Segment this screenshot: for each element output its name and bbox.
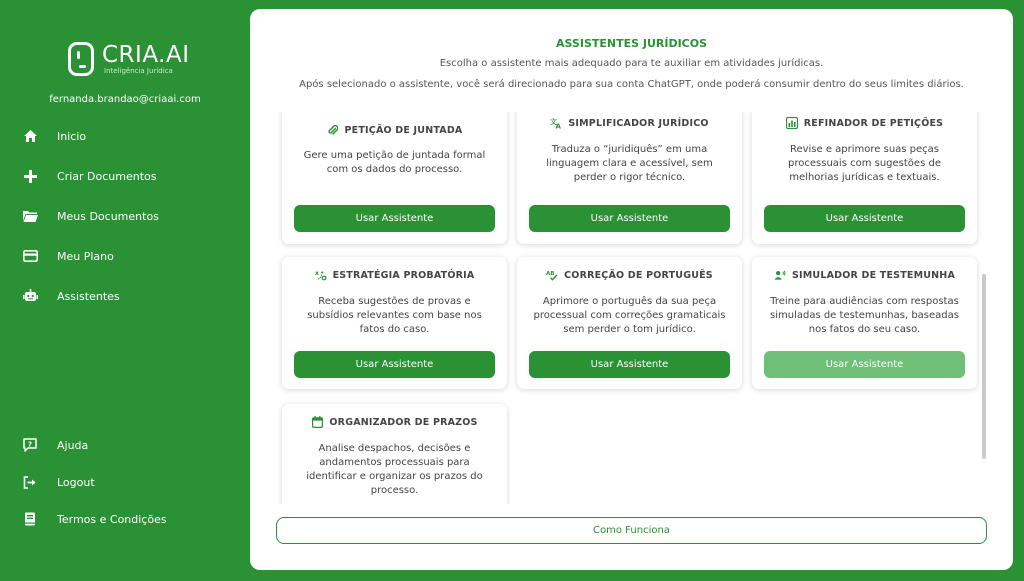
use-assistant-button[interactable]: Usar Assistente bbox=[764, 205, 965, 232]
card-title: ORGANIZADOR DE PRAZOS bbox=[329, 416, 478, 428]
plus-icon bbox=[22, 168, 38, 184]
sidebar-item-label: Meus Documentos bbox=[57, 209, 159, 223]
page-subtitle: Escolha o assistente mais adequado para te auxiliar em atividades jurídicas. bbox=[439, 58, 824, 69]
sidebar-item-label: Ajuda bbox=[57, 438, 89, 452]
robot-icon bbox=[22, 288, 38, 304]
sidebar-item-criar-documentos[interactable] bbox=[0, 163, 250, 189]
assistant-card-organizador-prazos bbox=[282, 404, 507, 504]
sidebar-item-logout[interactable] bbox=[0, 469, 250, 495]
sidebar-item-label: Inicio bbox=[57, 129, 87, 143]
brand-tagline: Inteligência Jurídica bbox=[104, 67, 173, 75]
assistant-card-estrategia-probatoria bbox=[282, 257, 507, 389]
sidebar-item-label: Termos e Condições bbox=[57, 512, 167, 526]
sidebar-item-meus-documentos[interactable] bbox=[0, 203, 250, 229]
logo-mark-icon bbox=[68, 42, 94, 76]
grid-scrollbar[interactable] bbox=[982, 274, 986, 459]
card-title: REFINADOR DE PETIÇÕES bbox=[803, 117, 944, 129]
main-panel bbox=[250, 9, 1013, 570]
use-assistant-button[interactable]: Usar Assistente bbox=[529, 205, 730, 232]
use-assistant-button[interactable]: Usar Assistente bbox=[294, 205, 495, 232]
sidebar-item-label: Criar Documentos bbox=[57, 169, 157, 183]
card-title: SIMULADOR DE TESTEMUNHA bbox=[791, 269, 956, 281]
credit-card-icon bbox=[22, 248, 38, 264]
sidebar-item-label: Assistentes bbox=[57, 289, 120, 303]
witness-voice-icon bbox=[774, 269, 786, 281]
sidebar-item-assistentes[interactable] bbox=[0, 283, 250, 309]
paperclip-icon bbox=[327, 124, 339, 136]
svg-text:x: x bbox=[314, 270, 319, 277]
sidebar bbox=[0, 0, 250, 581]
assistant-card-simulador-testemunha bbox=[752, 257, 977, 389]
card-title: ESTRATÉGIA PROBATÓRIA bbox=[332, 269, 475, 281]
page-title: ASSISTENTES JURÍDICOS bbox=[555, 37, 708, 50]
assistant-card-refinador-peticoes bbox=[752, 112, 977, 244]
card-description: Traduza o “juridiquês” em uma linguagem clara e acessível, sem perder o rigor técnico. bbox=[546, 144, 713, 183]
sidebar-item-inicio[interactable] bbox=[0, 123, 250, 149]
card-title: CORREÇÃO DE PORTUGUÊS bbox=[564, 269, 713, 281]
sidebar-item-termos[interactable] bbox=[0, 506, 250, 532]
svg-text:文: 文 bbox=[550, 118, 558, 126]
book-icon bbox=[22, 511, 38, 527]
page-description: Após selecionado o assistente, você será direcionado para sua conta ChatGPT, onde poderá consumir dentro do seus limites diários. bbox=[299, 79, 964, 90]
sidebar-item-label: Logout bbox=[57, 475, 95, 489]
svg-text:A: A bbox=[555, 122, 562, 129]
use-assistant-button[interactable]: Usar Assistente bbox=[764, 351, 965, 378]
user-email: fernanda.brandao@criaai.com bbox=[49, 94, 201, 105]
strategy-icon bbox=[315, 269, 327, 281]
assistant-card-simplificador-juridico bbox=[517, 112, 742, 244]
assistants-grid[interactable] bbox=[272, 112, 982, 504]
card-description: Receba sugestões de provas e subsídios relevantes com base nos fatos do caso. bbox=[307, 296, 482, 335]
brand-logo[interactable] bbox=[68, 42, 198, 80]
document-chart-icon bbox=[786, 117, 798, 129]
translate-icon bbox=[550, 117, 562, 129]
card-description: Analise despachos, decisões e andamentos processuais para identificar e organizar os prazos do processo. bbox=[306, 443, 483, 496]
card-title: PETIÇÃO DE JUNTADA bbox=[344, 124, 463, 136]
card-description: Gere uma petição de juntada formal com os dados do processo. bbox=[303, 150, 486, 175]
card-description: Revise e aprimore suas peças processuais com sugestões de melhorias jurídicas e textuais. bbox=[788, 144, 941, 183]
folder-icon bbox=[22, 208, 38, 224]
assistant-card-peticao-juntada bbox=[282, 112, 507, 244]
spellcheck-icon bbox=[546, 269, 558, 281]
help-icon bbox=[22, 437, 38, 453]
assistant-card-correcao-portugues bbox=[517, 257, 742, 389]
use-assistant-button[interactable]: Usar Assistente bbox=[529, 351, 730, 378]
card-description: Treine para audiências com respostas simuladas de testemunhas, baseadas nos fatos do seu caso. bbox=[770, 296, 959, 335]
how-it-works-button[interactable]: Como Funciona bbox=[276, 517, 987, 544]
logout-icon bbox=[22, 474, 38, 490]
card-title: SIMPLIFICADOR JURÍDICO bbox=[568, 117, 709, 129]
card-description: Aprimore o português da sua peça processual com correções gramaticais sem perder o tom jurídico. bbox=[533, 296, 726, 335]
sidebar-item-meu-plano[interactable] bbox=[0, 243, 250, 269]
sidebar-item-label: Meu Plano bbox=[57, 249, 114, 263]
brand-name: CRIA.AI bbox=[102, 42, 190, 68]
sidebar-item-ajuda[interactable] bbox=[0, 432, 250, 458]
home-icon bbox=[22, 128, 38, 144]
svg-text:?: ? bbox=[27, 440, 33, 449]
use-assistant-button[interactable]: Usar Assistente bbox=[294, 351, 495, 378]
svg-text:AB: AB bbox=[546, 271, 555, 277]
calendar-icon bbox=[311, 416, 323, 428]
